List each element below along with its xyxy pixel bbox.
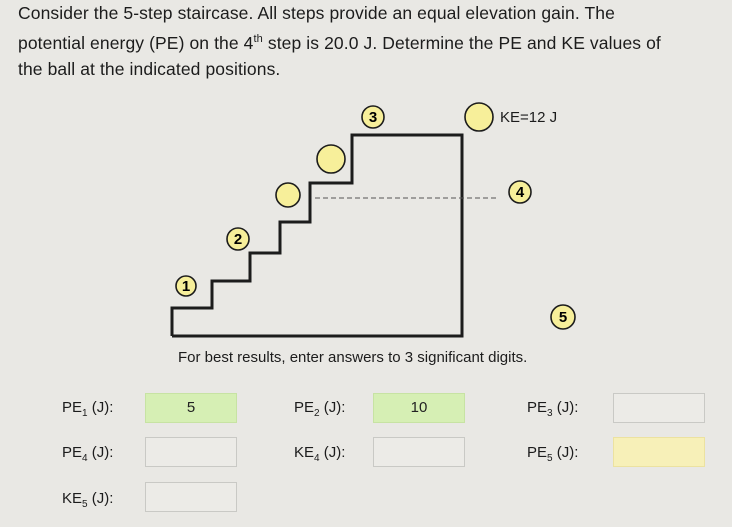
pe5-label-sub: 5 — [547, 453, 553, 464]
hint-text: For best results, enter answers to 3 significant digits. — [178, 349, 528, 366]
position-1-marker — [176, 276, 196, 296]
position-5-label: 5 — [558, 309, 568, 326]
pe5-label-unit: (J): — [552, 444, 579, 461]
pe1-label — [62, 399, 113, 419]
position-3-marker — [362, 106, 384, 128]
pe3-label-main: PE — [527, 399, 548, 416]
pe1-label-unit: (J): — [87, 399, 114, 416]
ke5-label-unit: (J): — [87, 490, 114, 507]
ke5-label-sub: 5 — [82, 499, 88, 510]
pe1-input[interactable]: 5 — [145, 393, 237, 423]
position-3-label: 3 — [368, 109, 378, 126]
pe3-label — [527, 399, 578, 419]
position-2-label: 2 — [233, 231, 243, 248]
ke4-input[interactable] — [373, 437, 465, 467]
ke5-label-main: KE — [62, 490, 83, 507]
pe2-label-main: PE — [294, 399, 315, 416]
position-4-marker — [509, 181, 531, 203]
ball-on-top-step — [317, 145, 345, 173]
pe2-label-sub: 2 — [314, 408, 320, 419]
pe4-label-main: PE — [62, 444, 83, 461]
pe3-label-unit: (J): — [552, 399, 579, 416]
pe3-label-sub: 3 — [547, 408, 553, 419]
ball-on-step — [276, 183, 300, 207]
pe1-label-main: PE — [62, 399, 83, 416]
problem-line-2b: step is 20.0 J. Determine the PE and KE values of — [262, 32, 661, 53]
ke-label: KE=12 J — [500, 109, 558, 126]
pe1-label-sub: 1 — [82, 408, 88, 419]
ball-in-flight — [465, 103, 493, 131]
problem-line-2a: potential energy (PE) on the 4 — [18, 32, 254, 53]
pe5-label — [527, 444, 578, 464]
pe2-input[interactable]: 10 — [373, 393, 465, 423]
position-5-marker — [551, 305, 575, 329]
pe3-input[interactable] — [613, 393, 705, 423]
pe4-label-unit: (J): — [87, 444, 114, 461]
ke4-label-main: KE — [294, 444, 315, 461]
pe4-label-sub: 4 — [82, 453, 88, 464]
ke4-label-unit: (J): — [319, 444, 346, 461]
problem-line-3: the ball at the indicated positions. — [18, 58, 281, 79]
staircase-outline — [172, 135, 462, 336]
position-1-label: 1 — [181, 278, 191, 295]
ke4-label — [294, 444, 345, 464]
position-2-marker — [227, 228, 249, 250]
pe4-label — [62, 444, 113, 464]
ke5-label — [62, 490, 113, 510]
position-4-label: 4 — [515, 184, 525, 201]
ke5-input[interactable] — [145, 482, 237, 512]
problem-line-2-sup: th — [253, 33, 263, 45]
problem-line-1: Consider the 5-step staircase. All steps provide an equal elevation gain. The — [18, 3, 615, 23]
pe2-label-unit: (J): — [319, 399, 346, 416]
pe5-label-main: PE — [527, 444, 548, 461]
pe5-input[interactable] — [613, 437, 705, 467]
ke4-label-sub: 4 — [314, 453, 320, 464]
pe2-label — [294, 399, 345, 419]
pe4-input[interactable] — [145, 437, 237, 467]
